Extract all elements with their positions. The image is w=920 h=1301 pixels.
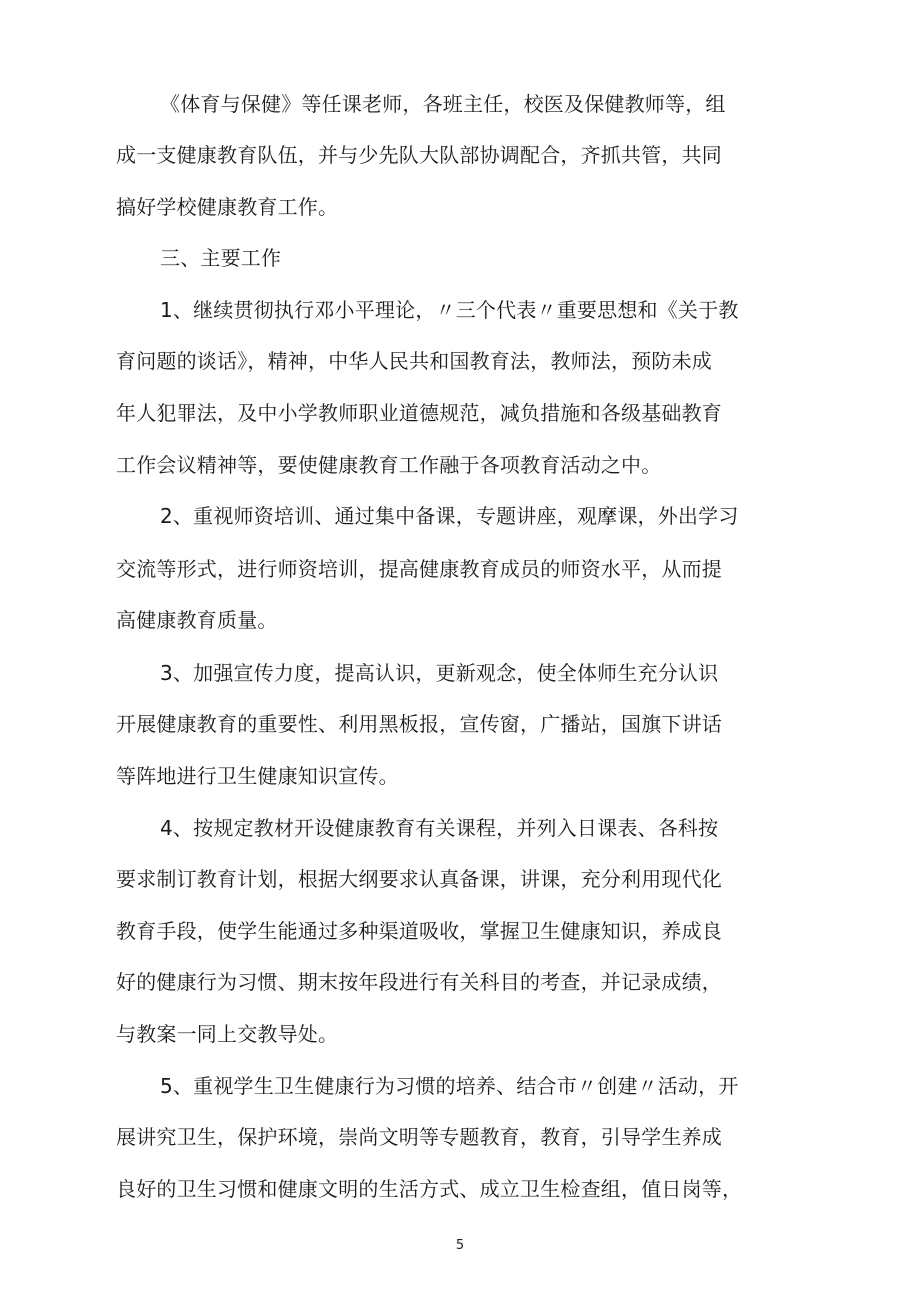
text-line: 5、重视学生卫生健康行为习惯的培养、结合市〃创建〃活动，开 [160, 1074, 739, 1098]
page-number: 5 [455, 1238, 465, 1253]
text-line: 1、继续贯彻执行邓小平理论，〃三个代表〃重要思想和《关于教 [160, 298, 739, 322]
text-line: 2、重视师资培训、通过集中备课，专题讲座，观摩课，外出学习 [160, 504, 739, 528]
text-line: 要求制订教育计划，根据大纲要求认真备课，讲课，充分利用现代化 [116, 867, 722, 891]
text-line: 高健康教育质量。 [116, 608, 278, 632]
text-line: 4、按规定教材开设健康教育有关课程，并列入日课表、各科按 [160, 816, 719, 840]
section-heading: 三、主要工作 [160, 246, 282, 270]
text-line: 工作会议精神等，要使健康教育工作融于各项教育活动之中。 [116, 453, 662, 477]
text-line: 搞好学校健康教育工作。 [116, 195, 339, 219]
text-line: 开展健康教育的重要性、利用黑板报，宣传窗，广播站，国旗下讲话 [116, 712, 722, 736]
text-line: 教育手段，使学生能通过多种渠道吸收，掌握卫生健康知识，养成良 [116, 919, 722, 943]
text-line: 3、加强宣传力度，提高认识，更新观念，使全体师生充分认识 [160, 661, 719, 685]
text-line: 育问题的谈话》，精神，中华人民共和国教育法，教师法，预防未成 [116, 349, 712, 373]
text-line: 《体育与保健》等任课老师，各班主任，校医及保健教师等，组 [160, 92, 726, 116]
text-line: 与教案一同上交教导处。 [116, 1022, 339, 1046]
text-line: 交流等形式，进行师资培训，提高健康教育成员的师资水平，从而提 [116, 557, 722, 581]
text-line: 展讲究卫生，保护环境，崇尚文明等专题教育，教育，引导学生养成 [116, 1125, 722, 1149]
text-line: 良好的卫生习惯和健康文明的生活方式、成立卫生检查组，值日岗等， [116, 1177, 743, 1201]
text-line: 等阵地进行卫生健康知识宣传。 [116, 764, 399, 788]
text-line: 成一支健康教育队伍，并与少先队大队部协调配合，齐抓共管，共同 [116, 143, 722, 167]
text-line: 好的健康行为习惯、期末按年段进行有关科目的考查，并记录成绩， [116, 970, 722, 994]
text-line: 年人犯罪法，及中小学教师职业道德规范，减负措施和各级基础教育 [116, 401, 722, 425]
